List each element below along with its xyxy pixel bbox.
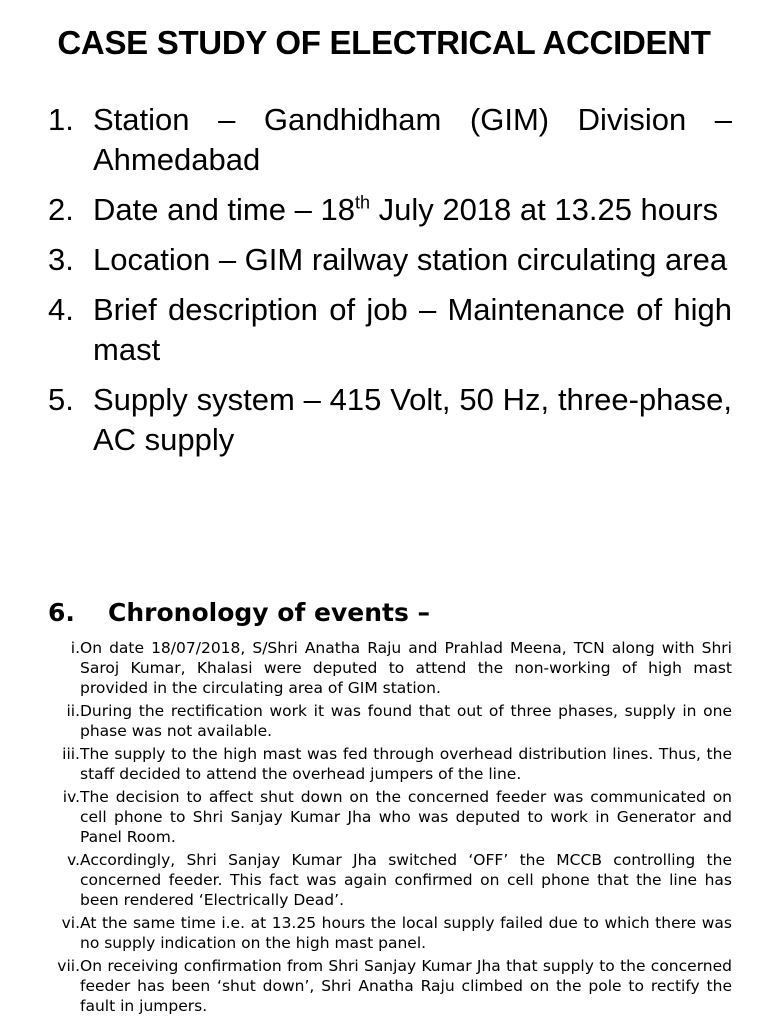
list-item — [48, 380, 732, 460]
heading-text: Chronology of events – — [108, 598, 431, 627]
item-number: 2. — [48, 192, 74, 227]
item-text: Location – GIM railway station circulating area — [93, 242, 728, 277]
item-number: 3. — [48, 242, 74, 277]
ordinal-suffix: th — [354, 192, 370, 213]
list-item — [48, 240, 732, 280]
event-item — [44, 850, 732, 910]
event-number: i. — [70, 639, 80, 657]
item-number: 4. — [48, 292, 74, 327]
event-number: vii. — [57, 957, 80, 975]
event-item — [44, 744, 732, 784]
event-number: iii. — [62, 745, 80, 763]
event-item — [44, 638, 732, 698]
event-text: During the rectification work it was found that out of three phases, supply in one phase was not available. — [80, 702, 732, 740]
event-text: On date 18/07/2018, S/Shri Anatha Raju and Prahlad Meena, TCN along with Shri Saroj Kumar, Khalasi were deputed to attend the non-working of high mast provided in the circulating area of GIM station. — [80, 639, 732, 697]
event-item — [44, 956, 732, 1016]
event-text: The decision to affect shut down on the concerned feeder was communicated on cell phone to Shri Sanjay Kumar Jha who was deputed to work in Generator and Panel Room. — [80, 788, 732, 846]
event-text: The supply to the high mast was fed through overhead distribution lines. Thus, the staff decided to attend the overhead jumpers of the line. — [80, 745, 732, 783]
heading-number: 6. — [48, 598, 75, 627]
item-text: Supply system – 415 Volt, 50 Hz, three-phase, AC supply — [93, 382, 732, 457]
event-text: On receiving confirmation from Shri Sanjay Kumar Jha that supply to the concerned feeder has been ‘shut down’, Shri Anatha Raju climbed on the pole to rectify the fault in jumpers. — [80, 957, 732, 1015]
item-text-part: July 2018 at 13.25 hours — [369, 192, 719, 227]
event-number: v. — [67, 851, 80, 869]
event-text: Accordingly, Shri Sanjay Kumar Jha switched ‘OFF’ the MCCB controlling the concerned feeder. This fact was again confirmed on cell phone that the line has been rendered ‘Electrically Dead’. — [80, 851, 732, 909]
item-text: Brief description of job – Maintenance of high mast — [93, 292, 732, 367]
event-number: vi. — [61, 914, 80, 932]
event-item — [44, 701, 732, 741]
event-item — [44, 913, 732, 953]
events-list — [44, 638, 732, 1019]
event-number: ii. — [66, 702, 80, 720]
list-item — [48, 290, 732, 370]
event-number: iv. — [62, 788, 80, 806]
event-item — [44, 787, 732, 847]
event-text: At the same time i.e. at 13.25 hours the local supply failed due to which there was no supply indication on the high mast panel. — [80, 914, 732, 952]
item-text: Station – Gandhidham (GIM) Division – Ahmedabad — [93, 102, 732, 177]
summary-list — [48, 100, 732, 470]
item-number: 1. — [48, 102, 74, 137]
list-item — [48, 100, 732, 180]
chronology-heading — [48, 598, 430, 627]
list-item — [48, 190, 732, 230]
item-number: 5. — [48, 382, 74, 417]
item-text-part: Date and time – 18 — [93, 192, 355, 227]
page-title: CASE STUDY OF ELECTRICAL ACCIDENT — [57, 24, 711, 61]
item-text — [93, 190, 732, 230]
